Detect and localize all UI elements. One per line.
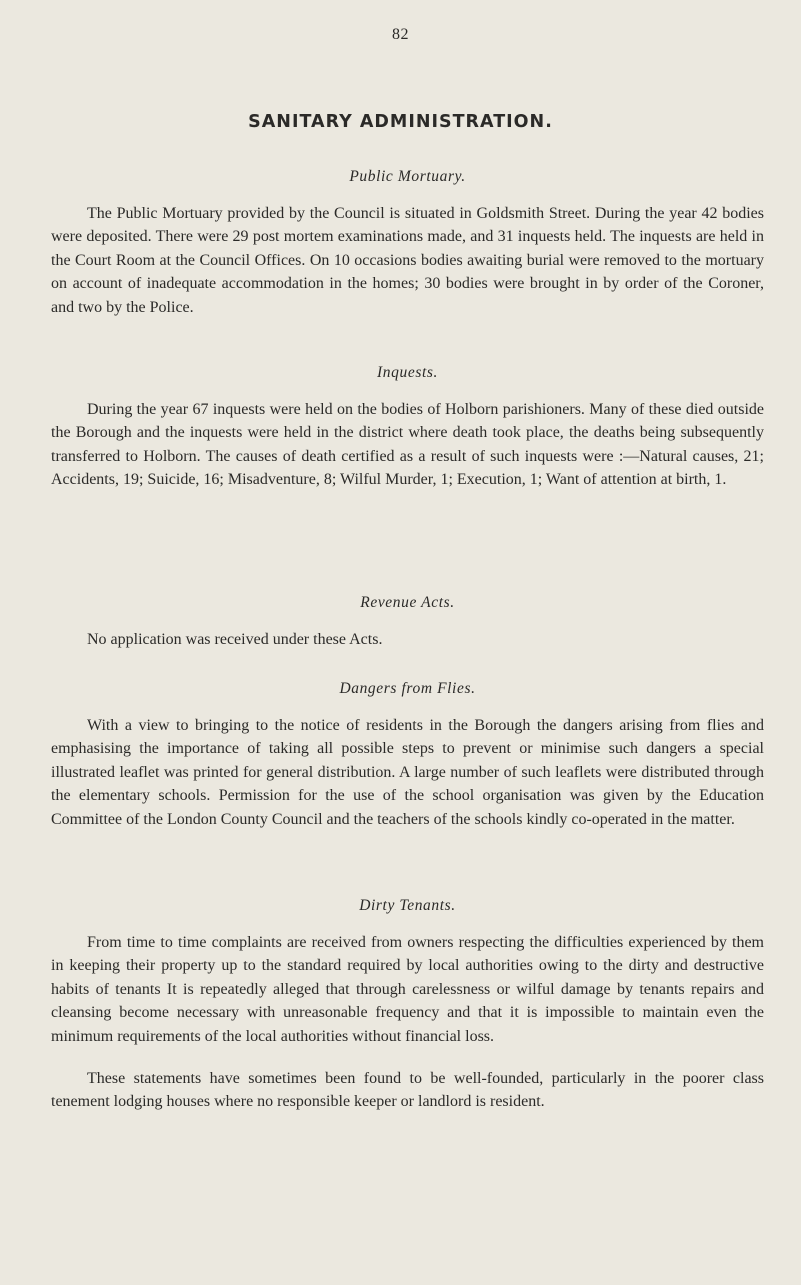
section-heading: Inquests.: [377, 364, 438, 381]
section-paragraph: During the year 67 inquests were held on the bodies of Holborn parishioners. Many of these died outside the Borough and the inquests were held in the district where death took place, the deaths being subsequently transferred to Holborn. The causes of death certified as a result of such inquests were :—Natural causes, 21; Accidents, 19; Suicide, 16; Misadventure, 8; Wilful Murder, 1; Execution, 1; Want of attention at birth, 1.: [51, 401, 764, 489]
section-heading: Dangers from Flies.: [339, 680, 476, 697]
section-revenue-acts: [51, 594, 764, 651]
page-title: SANITARY ADMINISTRATION.: [248, 112, 553, 132]
section-public-mortuary: [51, 168, 764, 319]
page-number: 82: [392, 26, 409, 43]
section-dirty-tenants: [51, 897, 764, 1114]
section-paragraph: These statements have sometimes been found to be well-founded, particularly in the poorer class tenement lodging houses where no responsible keeper or landlord is resident.: [51, 1070, 764, 1111]
section-paragraph: With a view to bringing to the notice of residents in the Borough the dangers arising from flies and emphasising the importance of taking all possible steps to prevent or minimise such dangers a special illustrated leaflet was printed for general distribution. A large number of such leaflets were distributed through the elementary schools. Permission for the use of the school organisation was given by the Education Committee of the London County Council and the teachers of the schools kindly co-operated in the matter.: [51, 717, 764, 828]
section-inquests: [51, 364, 764, 492]
section-heading: Dirty Tenants.: [359, 897, 456, 914]
section-dangers-from-flies: [51, 680, 764, 831]
section-paragraph: From time to time complaints are received from owners respecting the difficulties experienced by them in keeping their property up to the standard required by local authorities owing to the dirty and destructive habits of tenants It is repeatedly alleged that through carelessness or wilful damage by tenants repairs and cleansing become necessary with unreasonable frequency and that it is impossible to maintain even the minimum requirements of the local authorities without financial loss.: [51, 934, 764, 1045]
section-paragraph: No application was received under these Acts.: [87, 631, 383, 648]
section-heading: Public Mortuary.: [349, 168, 466, 185]
section-heading: Revenue Acts.: [360, 594, 455, 611]
section-paragraph: The Public Mortuary provided by the Council is situated in Goldsmith Street. During the year 42 bodies were deposited. There were 29 post mortem examinations made, and 31 inquests held. The inquests are held in the Court Room at the Council Offices. On 10 occasions bodies awaiting burial were removed to the mortuary on account of inadequate accommodation in the homes; 30 bodies were brought in by order of the Coroner, and two by the Police.: [51, 205, 764, 316]
